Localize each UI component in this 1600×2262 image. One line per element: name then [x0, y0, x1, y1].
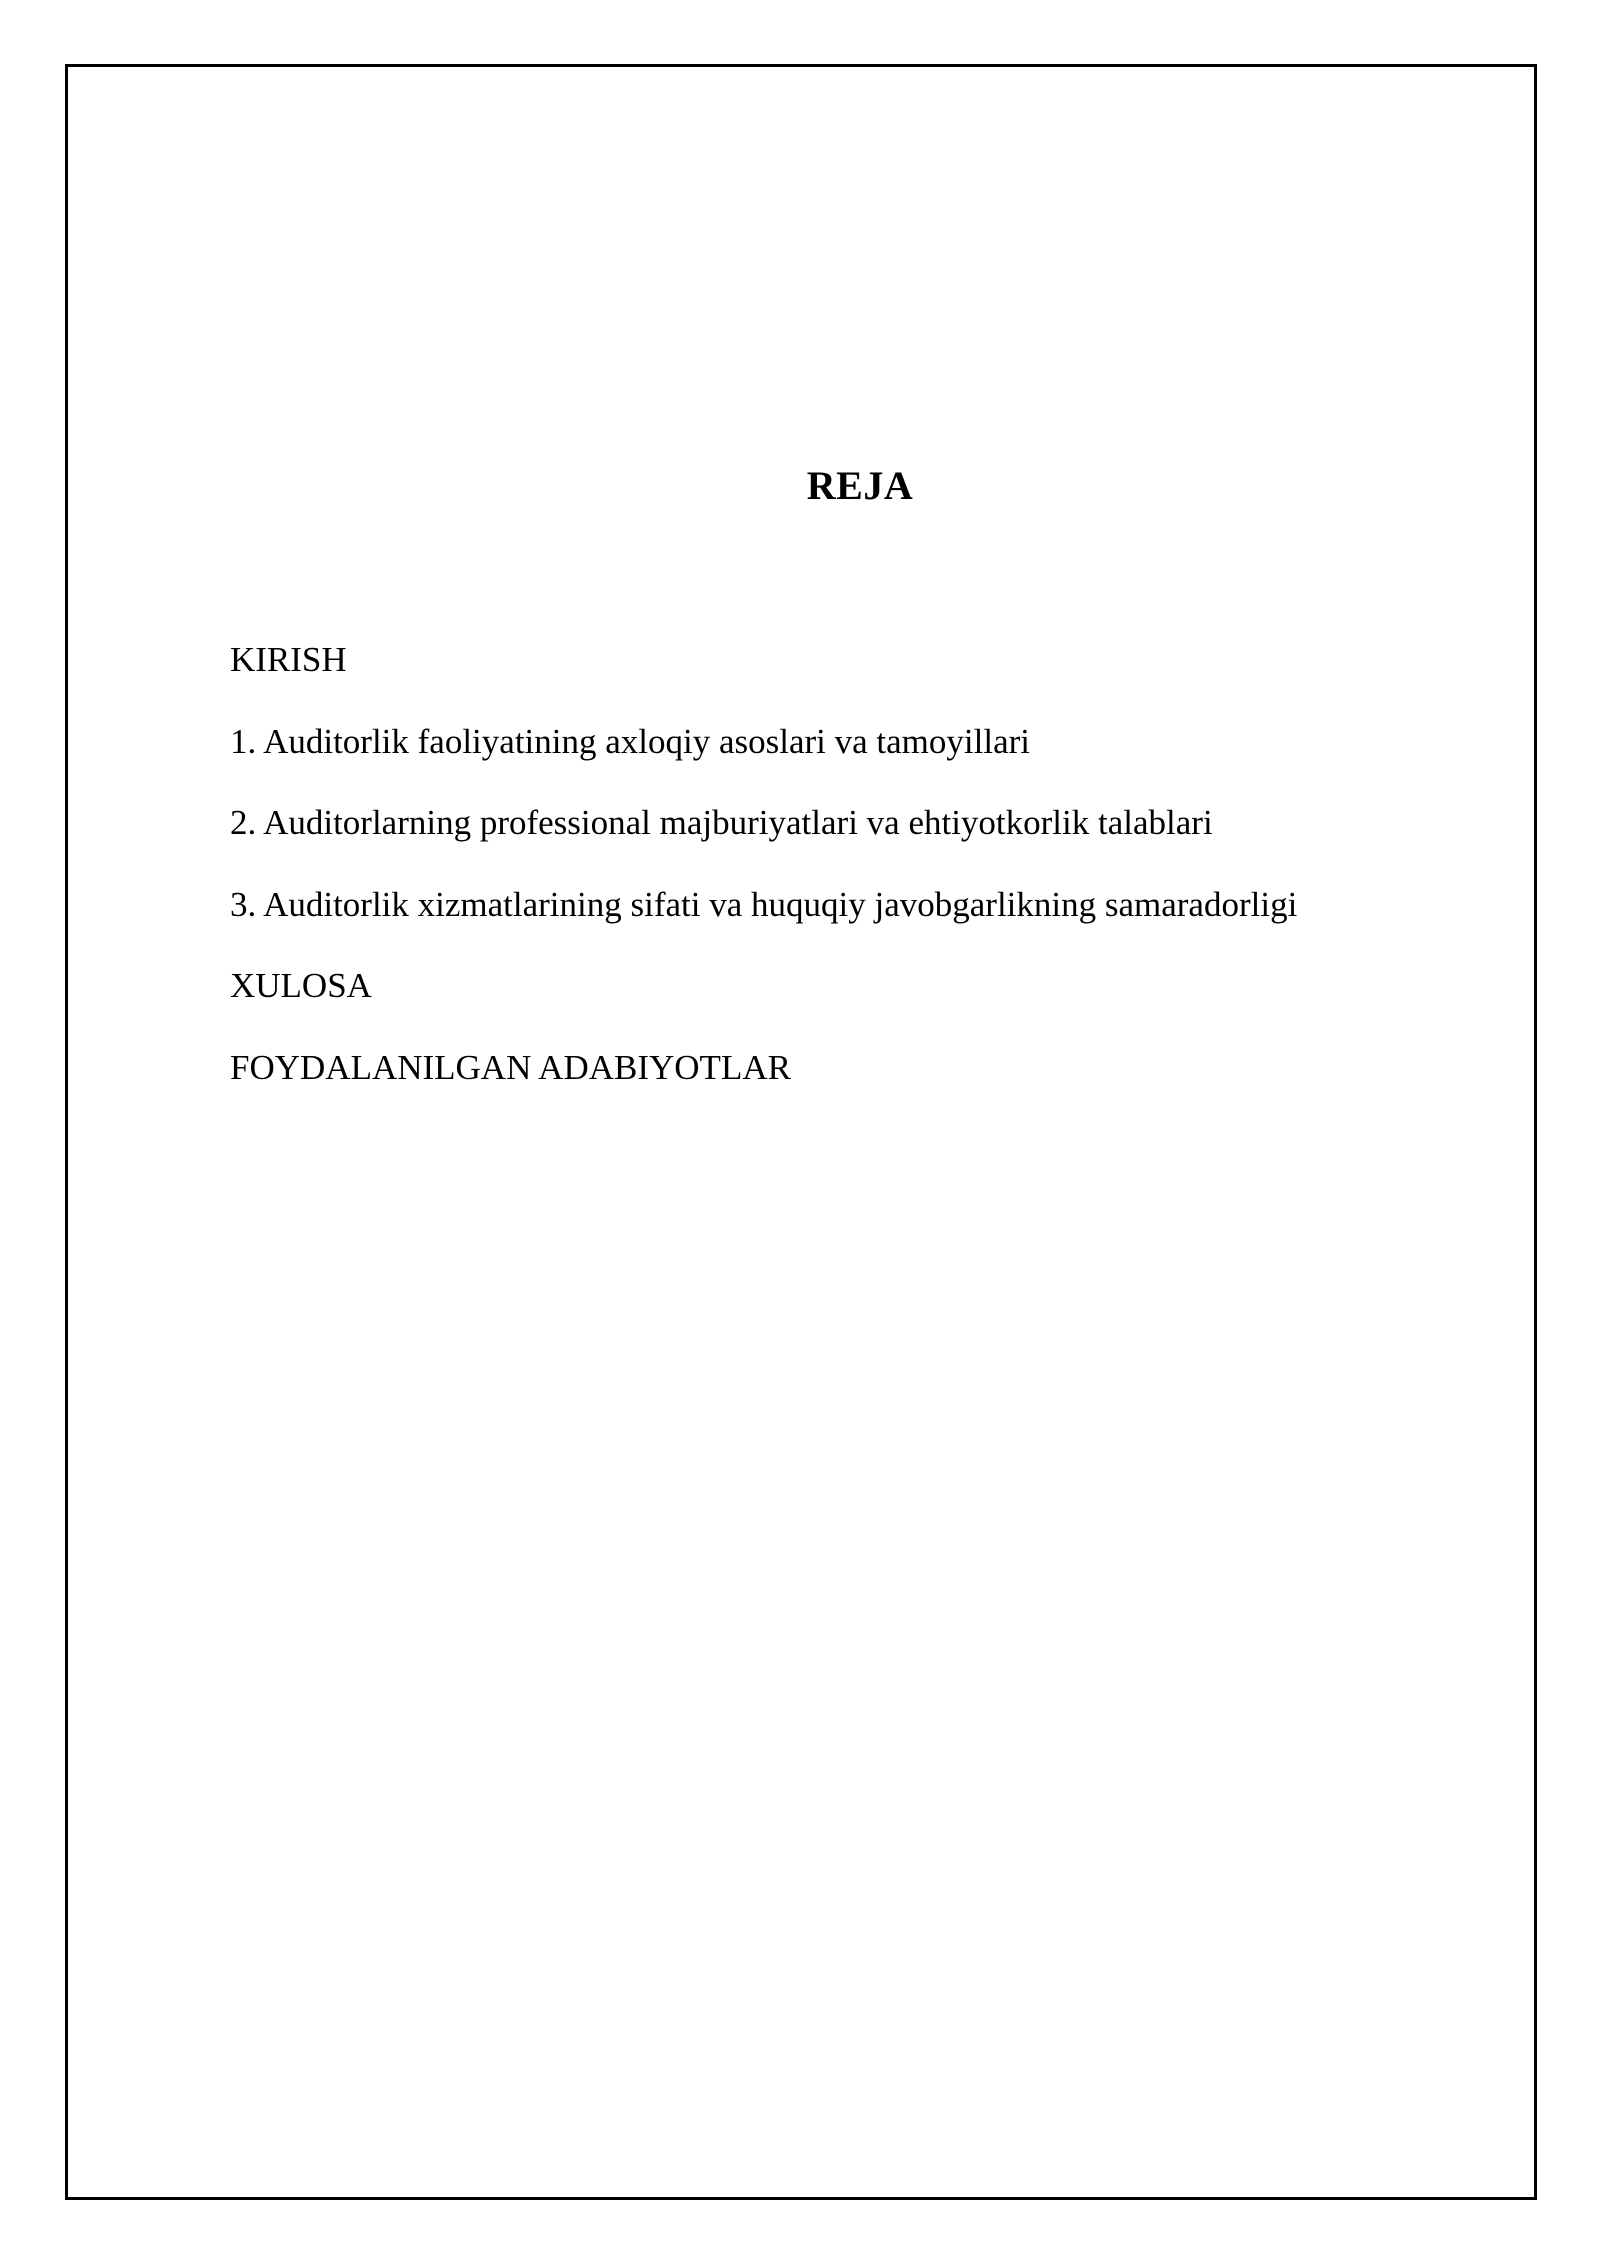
page-border-frame: [65, 64, 1537, 2200]
toc-item-conclusion: XULOSA: [230, 966, 372, 1006]
toc-item-references: FOYDALANILGAN ADABIYOTLAR: [230, 1047, 791, 1087]
page-title: REJA: [806, 463, 914, 508]
toc-item-introduction: KIRISH: [230, 640, 347, 679]
toc-item-chapter-1: 1. Auditorlik faoliyatining axloqiy asoslari va tamoyillari: [230, 721, 1030, 761]
toc-item-chapter-2: 2. Auditorlarning professional majburiyatlari va ehtiyotkorlik talablari: [230, 803, 1213, 843]
table-of-contents: [230, 640, 1297, 1130]
toc-item-chapter-3: 3. Auditorlik xizmatlarining sifati va huquqiy javobgarlikning samaradorligi: [230, 884, 1298, 924]
